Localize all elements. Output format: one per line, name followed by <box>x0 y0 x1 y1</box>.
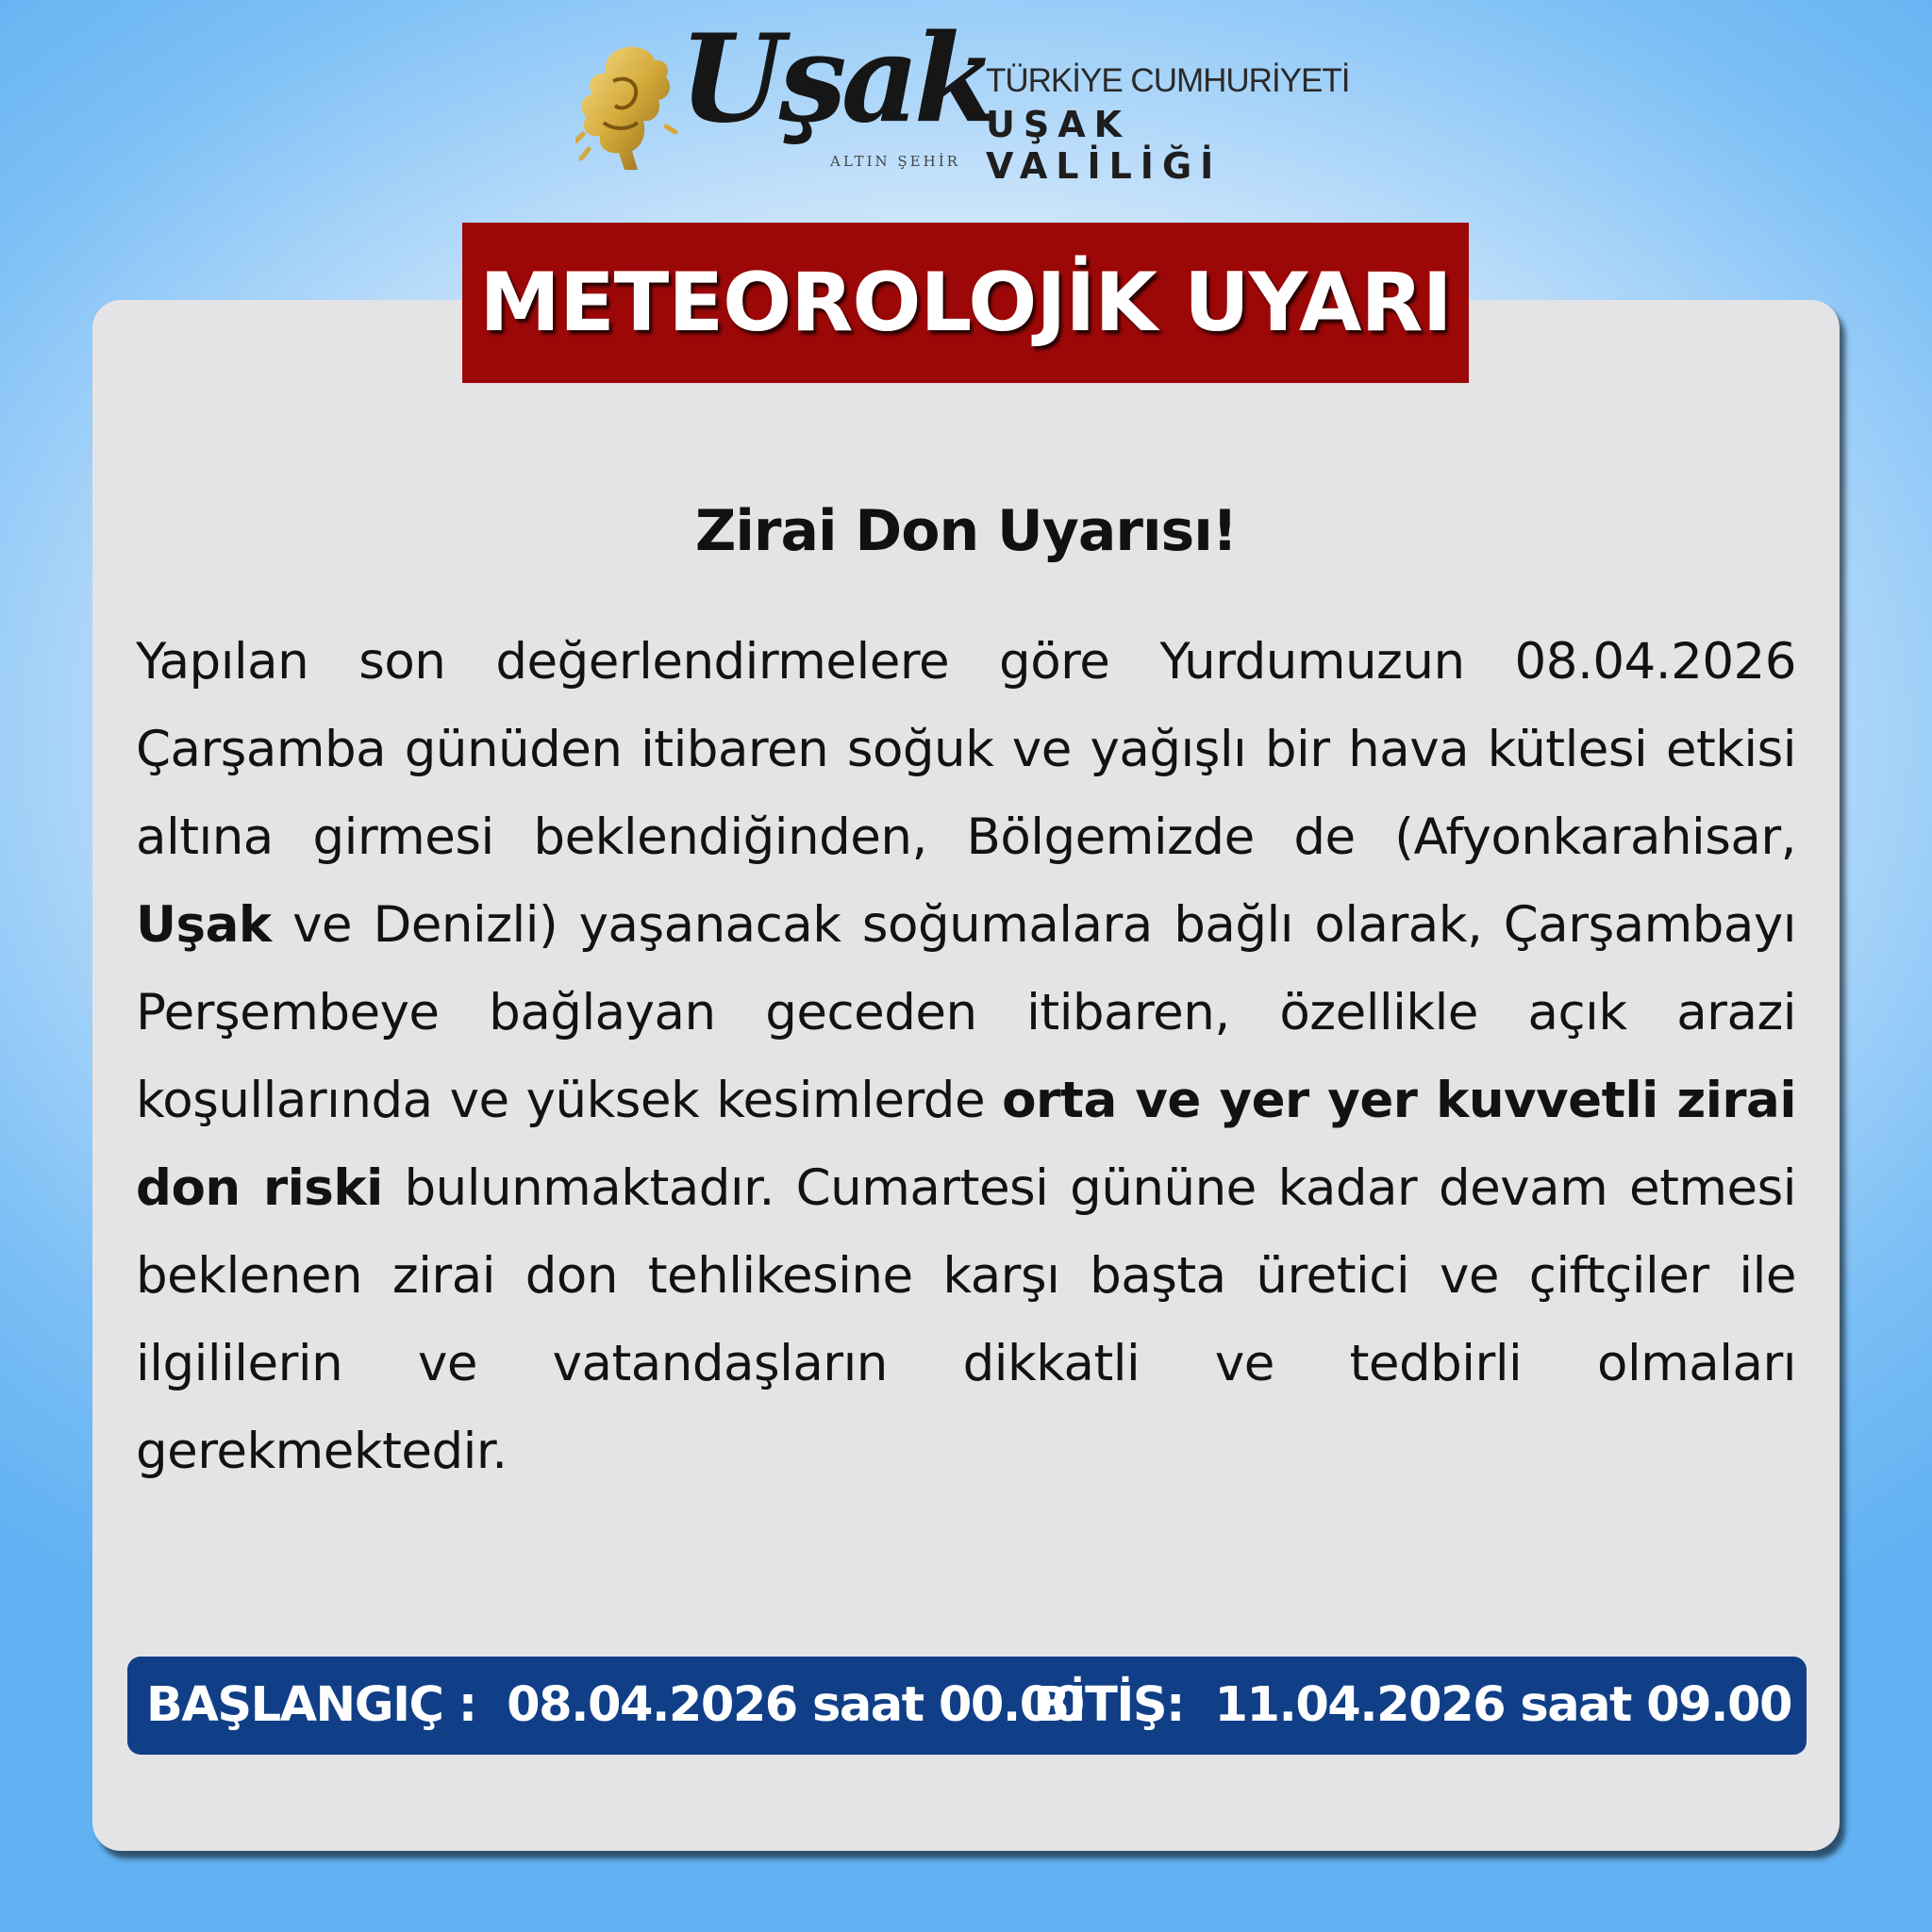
body-text-part-2: ve Denizli) yaşanacak soğumalara bağlı olarak, Çarşambayı Perşembeye bağlayan geceden itibaren, özellikle açık arazi koşullarında ve yüksek kesimlerde <box>136 896 1796 1129</box>
government-name: TÜRKİYE CUMHURİYETİ <box>986 62 1350 99</box>
body-text-part-3: bulunmaktadır. Cumartesi gününe kadar devam etmesi beklenen zirai don tehlikesine karşı başta üretici ve çiftçiler ile ilgililerin ve vatandaşların dikkatli ve tedbirli olmaları gerekmektedir. <box>136 1159 1796 1480</box>
alert-body <box>136 618 1796 1495</box>
start-date: BAŞLANGIÇ : 08.04.2026 saat 00.00 <box>146 1677 1084 1733</box>
alert-title: Zirai Don Uyarısı! <box>694 498 1238 564</box>
body-text-part-1: Yapılan son değerlendirmelere göre Yurdumuzun 08.04.2026 Çarşamba günüden itibaren soğuk ve yağışlı bir hava kütlesi etkisi altına girmesi beklendiğinden, Bölgemizde de (Afyonkarahisar, <box>136 633 1796 866</box>
governorship-name: UŞAK VALİLİĞİ <box>986 104 1223 187</box>
body-bold-risk: orta ve yer yer kuvvetli zirai don riski <box>136 1072 1796 1217</box>
warning-banner: METEOROLOJİK UYARI <box>462 223 1469 383</box>
logo-wordmark: Uşak <box>679 8 992 150</box>
header <box>575 8 1377 187</box>
end-date: BİTİŞ: 11.04.2026 saat 09.00 <box>1033 1677 1791 1733</box>
logo-tagline: ALTIN ŞEHİR <box>830 153 960 170</box>
golden-lion-emblem-icon <box>575 43 679 172</box>
validity-date-bar <box>127 1657 1807 1755</box>
body-bold-city: Uşak <box>136 896 272 954</box>
